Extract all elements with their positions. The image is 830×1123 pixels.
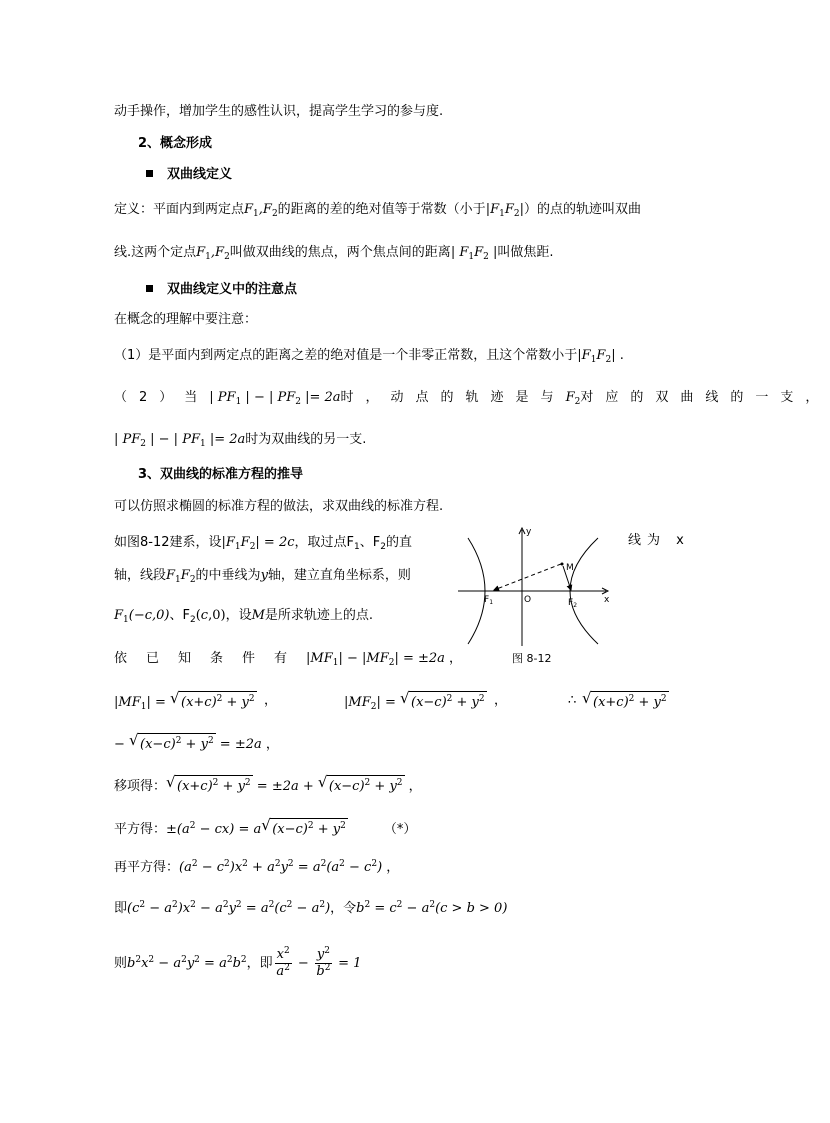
section-heading-2: 2、概念形成 [138, 136, 213, 151]
squared-equation: 平方得：$\pm(a^2 - cx) = a$ √ $(x-c)^2 + y^2$ （*） [114, 818, 416, 840]
hyperbola-figure [454, 520, 614, 650]
condition-line: 依已知条件有$|MF_1| - |MF_2| = \pm 2a$ ， [114, 651, 463, 668]
definition-line-1: 定义：平面内到两定点$F_1,F_2$的距离的差的绝对值等于常数（小于$|F_1F_2|$）的点的轨迹叫双曲 [114, 202, 641, 219]
coordinate-setup-side-text: 线为 x [628, 533, 690, 548]
coordinate-setup-line-1: 如图8-12建系，设$|F_1F_2| = 2c$，取过点$F_1$、$F_2$的直 [114, 535, 412, 552]
section-heading-3: 3、双曲线的标准方程的推导 [138, 467, 304, 482]
note-point-1: （1）是平面内到两定点的距离之差的绝对值是一个非零正常数，且这个常数小于$|F_1F_2|$ . [114, 348, 624, 365]
transposed-equation: 移项得： √ $(x+c)^2 + y^2 = \pm 2a$ + √ $(x-c)^2 + y^2$ ， [114, 775, 422, 797]
label-y: y [526, 527, 532, 537]
figure-caption: 图 8-12 [512, 652, 552, 665]
bullet-definition: 双曲线定义 [146, 165, 232, 185]
bullet-notes: 双曲线定义中的注意点 [146, 280, 297, 300]
squared-again-equation: 再平方得：$(a^2 - c^2)x^2 + a^2y^2 = a^2(a^2 - c^2)$ ， [114, 859, 400, 875]
equation-continued: − √ $(x-c)^2 + y^2 = \pm 2a$ ， [114, 733, 279, 755]
paragraph-intro: 动手操作，增加学生的感性认识，提高学生学习的参与度. [114, 104, 444, 119]
label-f1: $F_1$ [484, 595, 494, 606]
label-origin: O [524, 595, 532, 605]
point-m [561, 563, 564, 566]
note-intro: 在概念的理解中要注意： [114, 312, 258, 327]
ellipse-method-line: 可以仿照求椭圆的标准方程的做法，求双曲线的标准方程. [114, 499, 444, 514]
note-point-2: （2）当 | $PF_1$ | − | $PF_2$ |= 2a 时，动点的轨迹是与 $F_2$ 对应的双曲线的一支， [114, 390, 830, 407]
bullet-square-icon [146, 285, 153, 292]
bullet-square-icon [146, 170, 153, 177]
standard-equation: 则$b^2x^2 - a^2y^2 = a^2b^2$，即 $\frac{x^2}{a^2}$ − $\frac{y^2}{b^2}$ = 1 [114, 946, 362, 979]
label-f2: $F_2$ [568, 598, 578, 609]
definition-line-2: 线.这两个定点$F_1,F_2$叫做双曲线的焦点，两个焦点间的距离| $F_1F_2$ |叫做焦距. [114, 245, 554, 262]
label-x: x [604, 595, 610, 605]
focus-points-line: $F_1(-c,0)$、$F_2(c,0)$，设M是所求轨迹上的点. [114, 608, 374, 625]
rearranged-equation: 即$(c^2 - a^2)x^2 - a^2y^2 = a^2(c^2 - a^2)$，令$b^2 = c^2 - a^2(c > b > 0)$ [114, 900, 508, 916]
coordinate-setup-line-2: 轴，线段$F_1F_2$的中垂线为y轴，建立直角坐标系，则 [114, 568, 411, 585]
label-m: M [566, 563, 574, 573]
mf1-dashed-line [494, 564, 561, 590]
note-point-2-continued: | $PF_2$ | − | $PF_1$ |= 2a时为双曲线的另一支. [114, 432, 367, 449]
